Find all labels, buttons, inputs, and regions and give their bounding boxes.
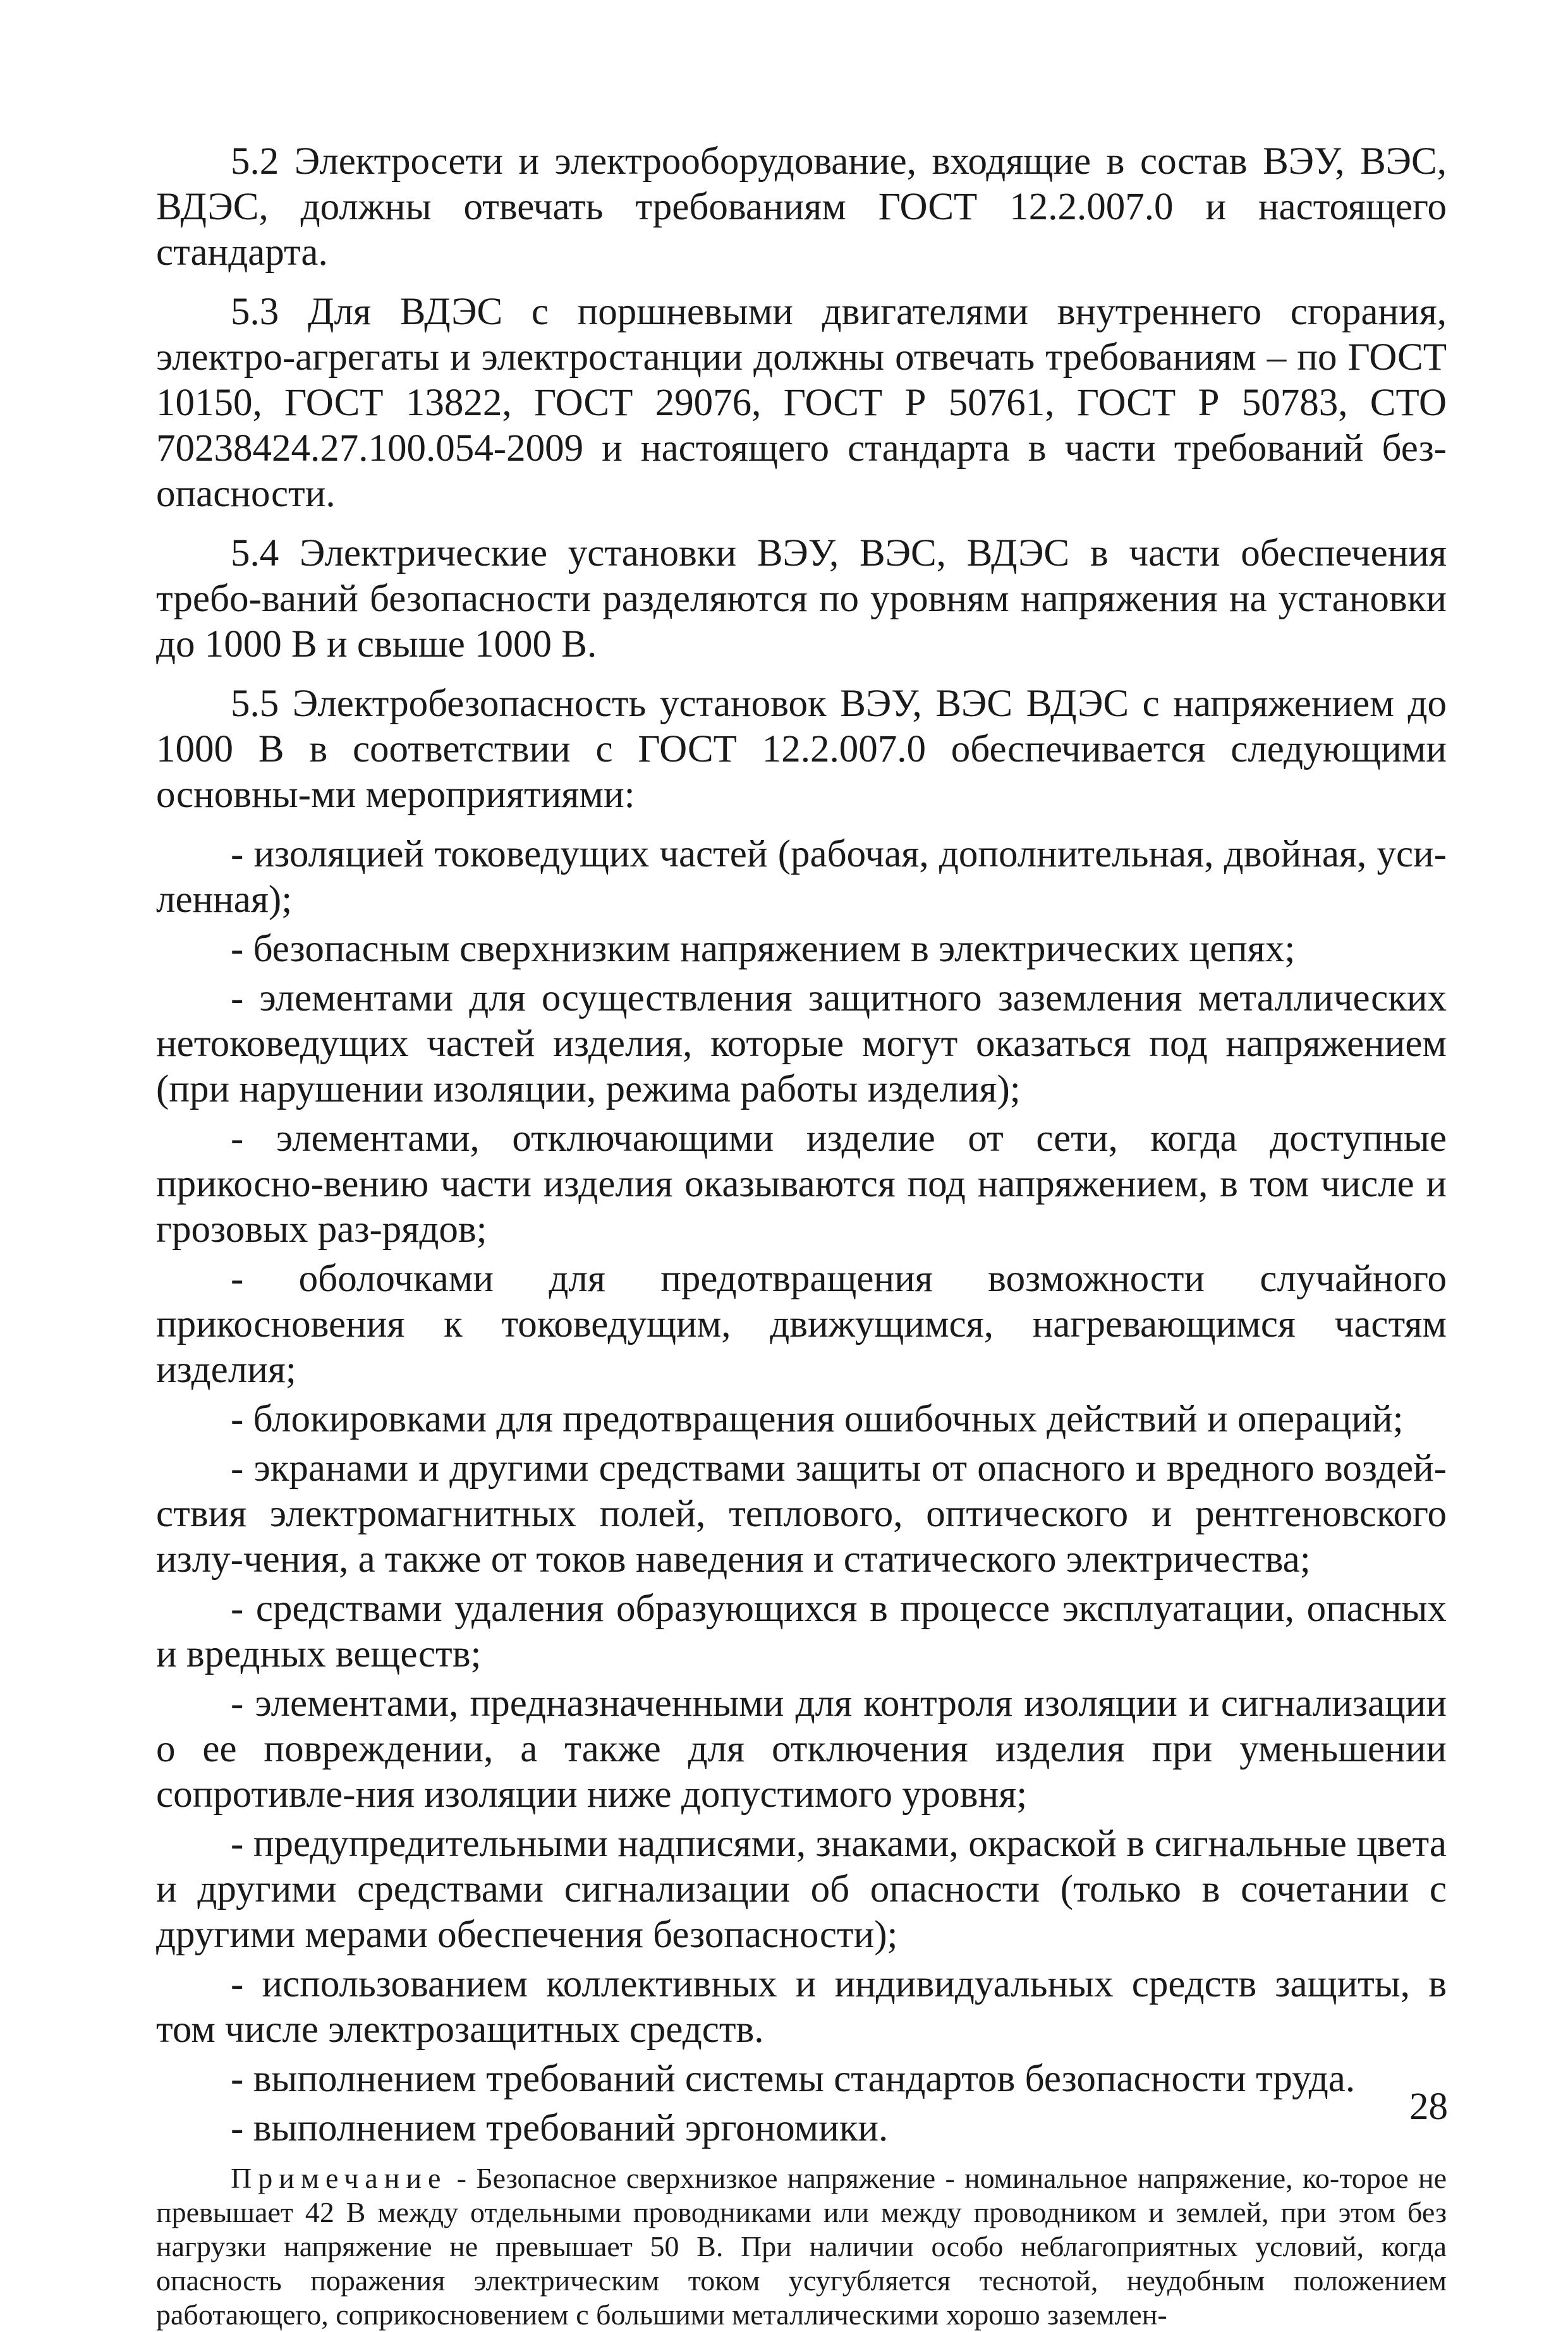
- list-item: - средствами удаления образующихся в процессе эксплуатации, опасных и вредных веществ;: [156, 1588, 1447, 1675]
- note-paragraph: [156, 2161, 1447, 2332]
- note-label: Примечание: [231, 2162, 447, 2194]
- list-item: - элементами для осуществления защитного заземления металлических нетоковедущих частей изделия, которые могут оказаться под напряжением (при нарушении изоляции, режима работы изделия);: [156, 977, 1447, 1110]
- page-content: [156, 139, 1447, 2332]
- paragraph-5-3: 5.3 Для ВДЭС с поршневыми двигателями внутреннего сгорания, электро-агрегаты и электростанции должны отвечать требованиям – по ГОСТ 10150, ГОСТ 13822, ГОСТ 29076, ГОСТ Р 50761, ГОСТ Р 50783, СТО 70238424.27.100.054-2009 и настоящего стандарта в части требований без-опасности.: [156, 291, 1447, 515]
- list-item: - выполнением требований эргономики.: [231, 2107, 889, 2149]
- list-item: - безопасным сверхнизким напряжением в электрических цепях;: [231, 928, 1296, 970]
- list-item: - предупредительными надписями, знаками, окраской в сигнальные цвета и другими средствами сигнализации об опасности (только в сочетании с другими мерами обеспечения безопасности);: [156, 1823, 1447, 1956]
- list-item: - элементами, отключающими изделие от сети, когда доступные прикосно-вению части изделия оказываются под напряжением, в том числе и грозовых раз-рядов;: [156, 1117, 1447, 1251]
- list-item: - блокировками для предотвращения ошибочных действий и операций;: [231, 1398, 1404, 1440]
- list-item: - оболочками для предотвращения возможности случайного прикосновения к токоведущим, движущимся, нагревающимся частям изделия;: [156, 1258, 1447, 1391]
- paragraph-5-5: 5.5 Электробезопасность установок ВЭУ, ВЭС ВДЭС с напряжением до 1000 В в соответствии с ГОСТ 12.2.007.0 обеспечивается следующими основны-ми мероприятиями:: [156, 683, 1447, 816]
- safety-measures-list: [156, 832, 1447, 2151]
- list-item: - элементами, предназначенными для контроля изоляции и сигнализации о ее повреждении, а также для отключения изделия при уменьшении сопротивле-ния изоляции ниже допустимого уровня;: [156, 1682, 1447, 1816]
- list-item: - выполнением требований системы стандартов безопасности труда.: [231, 2058, 1356, 2100]
- list-item: - использованием коллективных и индивидуальных средств защиты, в том числе электрозащитных средств.: [156, 1963, 1447, 2051]
- list-item: - экранами и другими средствами защиты от опасного и вредного воздей-ствия электромагнитных полей, теплового, оптического и рентгеновского излу-чения, а также от токов наведения и статического электричества;: [156, 1447, 1447, 1581]
- paragraph-5-2: 5.2 Электросети и электрооборудование, входящие в состав ВЭУ, ВЭС, ВДЭС, должны отвечать требованиям ГОСТ 12.2.007.0 и настоящего стандарта.: [156, 140, 1447, 274]
- paragraph-5-4: 5.4 Электрические установки ВЭУ, ВЭС, ВДЭС в части обеспечения требо-ваний безопасности разделяются по уровням напряжения на установки до 1000 В и свыше 1000 В.: [156, 532, 1447, 665]
- list-item: - изоляцией токоведущих частей (рабочая, дополнительная, двойная, уси-ленная);: [156, 833, 1447, 921]
- page-number: 28: [1409, 2086, 1448, 2128]
- note-text: - Безопасное сверхнизкое напряжение - номинальное напряжение, ко-торое не превышает 42 В между отдельными проводниками или между проводником и землей, при этом без нагрузки напряжение не превышает 50 В. При наличии особо неблагоприятных условий, когда опасность поражения электрическим током усугубляется теснотой, неудобным положением работающего, соприкосновением с большими металлическими хорошо заземлен-: [156, 2162, 1447, 2331]
